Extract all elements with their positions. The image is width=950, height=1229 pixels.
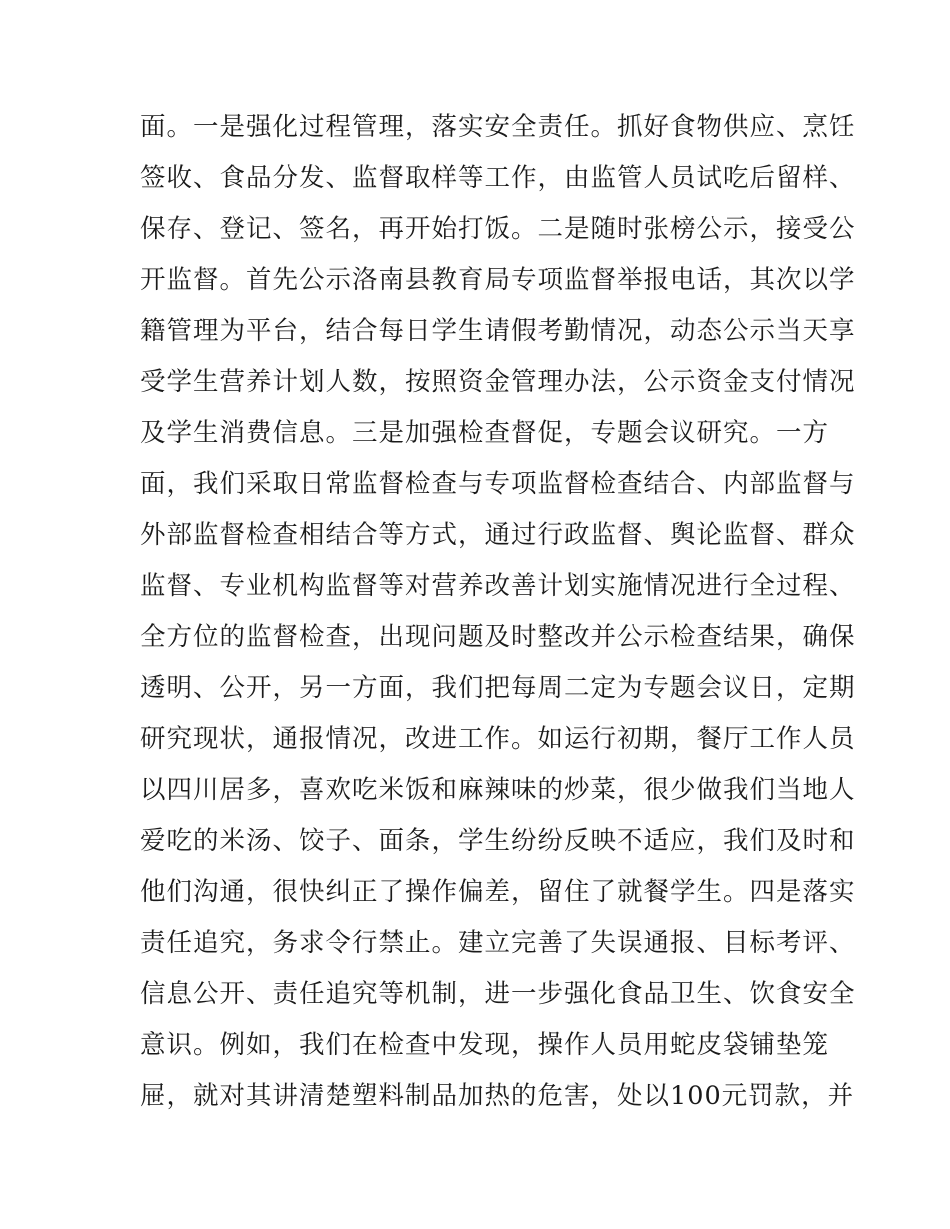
text-line: 他们沟通，很快纠正了操作偏差，留住了就餐学生。四是落实	[140, 877, 856, 907]
text-line: 监督、专业机构监督等对营养改善计划实施情况进行全过程、	[140, 571, 856, 601]
text-line: 信息公开、责任追究等机制，进一步强化食品卫生、饮食安全	[140, 979, 856, 1009]
text-line: 爱吃的米汤、饺子、面条，学生纷纷反映不适应，我们及时和	[140, 826, 856, 856]
body-text	[140, 102, 856, 1122]
text-line: 意识。例如，我们在检查中发现，操作人员用蛇皮袋铺垫笼	[140, 1030, 830, 1060]
text-line: 全方位的监督检查，出现问题及时整改并公示检查结果，确保	[140, 622, 856, 652]
text-line: 研究现状，通报情况，改进工作。如运行初期，餐厅工作人员	[140, 724, 856, 754]
text-line: 籍管理为平台，结合每日学生请假考勤情况，动态公示当天享	[140, 316, 856, 346]
text-line: 保存、登记、签名，再开始打饭。二是随时张榜公示，接受公	[140, 214, 856, 244]
text-line: 开监督。首先公示洛南县教育局专项监督举报电话，其次以学	[140, 265, 856, 295]
text-line: 以四川居多，喜欢吃米饭和麻辣味的炒菜，很少做我们当地人	[140, 775, 856, 805]
text-line: 受学生营养计划人数，按照资金管理办法，公示资金支付情况	[140, 367, 856, 397]
text-line: 面，我们采取日常监督检查与专项监督检查结合、内部监督与	[140, 469, 856, 499]
text-line: 屉，就对其讲清楚塑料制品加热的危害，处以100元罚款，并	[140, 1081, 855, 1111]
text-line: 签收、食品分发、监督取样等工作，由监管人员试吃后留样、	[140, 163, 856, 193]
text-line: 透明、公开，另一方面，我们把每周二定为专题会议日，定期	[140, 673, 856, 703]
text-line: 外部监督检查相结合等方式，通过行政监督、舆论监督、群众	[140, 520, 856, 550]
text-line: 面。一是强化过程管理，落实安全责任。抓好食物供应、烹饪	[140, 112, 856, 142]
text-line: 及学生消费信息。三是加强检查督促，专题会议研究。一方	[140, 418, 830, 448]
text-line: 责任追究，务求令行禁止。建立完善了失误通报、目标考评、	[140, 928, 856, 958]
